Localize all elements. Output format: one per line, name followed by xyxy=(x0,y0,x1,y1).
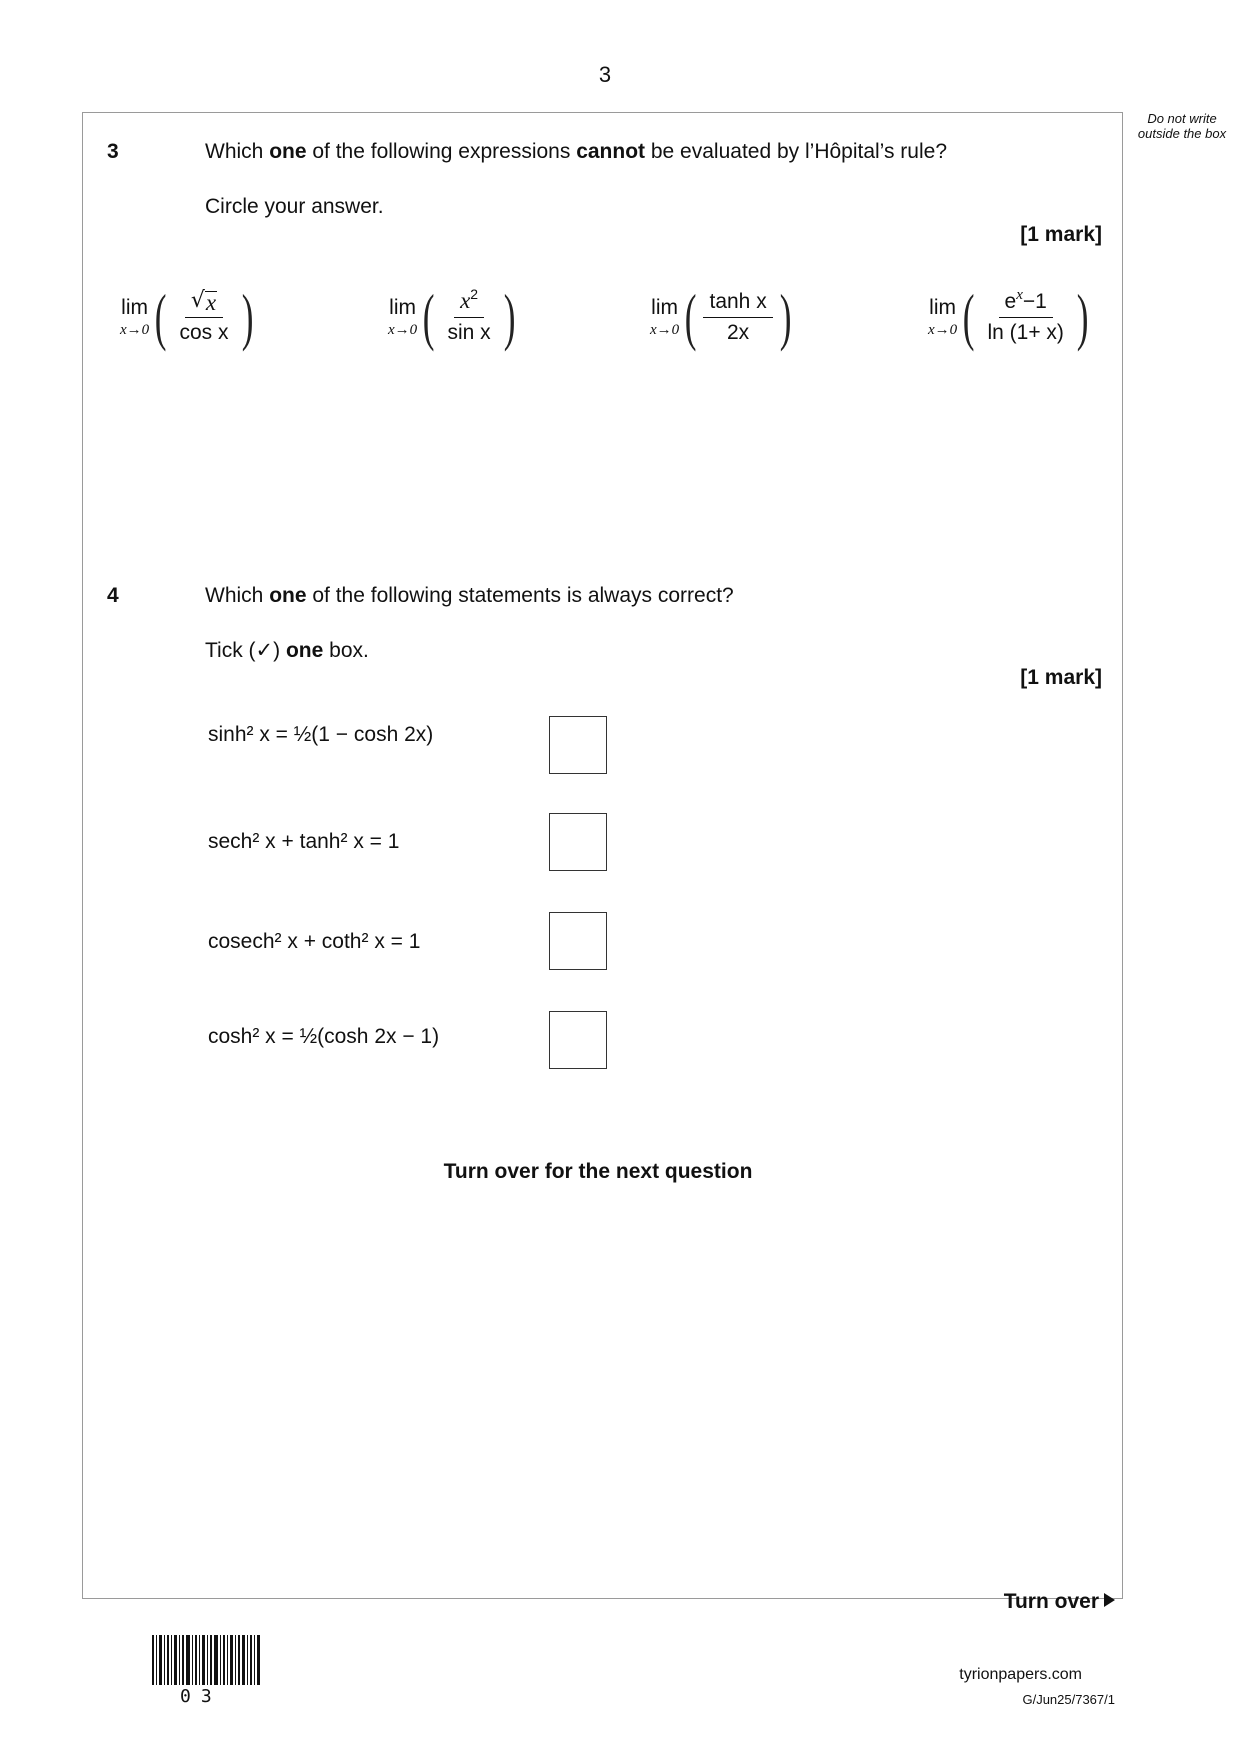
fraction: $\frac{\text{tanh x}}{2x}$ xyxy=(698,290,777,345)
q3-option-a[interactable]: lim x→0 ( √ x cos x ) xyxy=(120,281,254,352)
q4-number: 4 xyxy=(107,584,119,607)
q4-text: Which one of the following statements is always correct? xyxy=(205,584,734,607)
q4-instruction: Tick (✓) one box. xyxy=(205,639,369,662)
right-triangle-icon xyxy=(1104,1593,1115,1607)
fraction: $\frac{x^2}{\text{sin x}}$ xyxy=(447,286,491,344)
q4-statement-c: cosech² x + coth² x = 1 xyxy=(208,930,421,953)
fraction: $\frac{e^x-1}{\ln (1+ x)}$ xyxy=(987,286,1064,344)
q3-mark: [1 mark] xyxy=(1020,223,1102,246)
q3-option-b[interactable]: lim x→0 ( $\frac{x^2}{\text{sin x}}$ ) xyxy=(388,281,516,352)
limit-operator: lim x→0 xyxy=(120,295,150,338)
tick-box-a[interactable] xyxy=(549,716,607,774)
tick-box-b[interactable] xyxy=(549,813,607,871)
limit-operator: lim x→0 xyxy=(928,295,958,338)
q4-statement-b: sech² x + tanh² x = 1 xyxy=(208,830,400,853)
q4-mark: [1 mark] xyxy=(1020,666,1102,689)
fraction: √ x cos x xyxy=(179,288,229,344)
q4-statement-d: cosh² x = ½(cosh 2x − 1) xyxy=(208,1025,440,1048)
page-number: 3 xyxy=(598,62,612,87)
barcode-number: 03 xyxy=(180,1686,222,1707)
tick-box-d[interactable] xyxy=(549,1011,607,1069)
q3-instruction: Circle your answer. xyxy=(205,195,384,218)
barcode-icon xyxy=(152,1635,262,1685)
limit-operator: lim x→0 xyxy=(388,295,418,338)
margin-note: Do not write outside the box xyxy=(1137,111,1227,141)
q3-option-c[interactable]: lim x→0 ( $\frac{\text{tanh x}}{2x}$ ) xyxy=(650,281,792,352)
q3-option-d[interactable]: lim x→0 ( $\frac{e^x-1}{\ln (1+ x)}$ ) xyxy=(928,281,1089,352)
paper-code: G/Jun25/7367/1 xyxy=(1022,1692,1115,1707)
tick-box-c[interactable] xyxy=(549,912,607,970)
sqrt-icon: √ xyxy=(190,288,205,313)
turn-over[interactable]: Turn over xyxy=(920,1590,1115,1614)
q4-statement-a: sinh² x = ½(1 − cosh 2x) xyxy=(208,723,434,746)
q3-number: 3 xyxy=(107,140,119,163)
site-name: tyrionpapers.com xyxy=(959,1666,1082,1683)
limit-operator: lim x→0 xyxy=(650,295,680,338)
turn-over-next-question: Turn over for the next question xyxy=(443,1160,753,1183)
q3-text: Which one of the following expressions cannot be evaluated by l’Hôpital’s rule? xyxy=(205,140,947,163)
